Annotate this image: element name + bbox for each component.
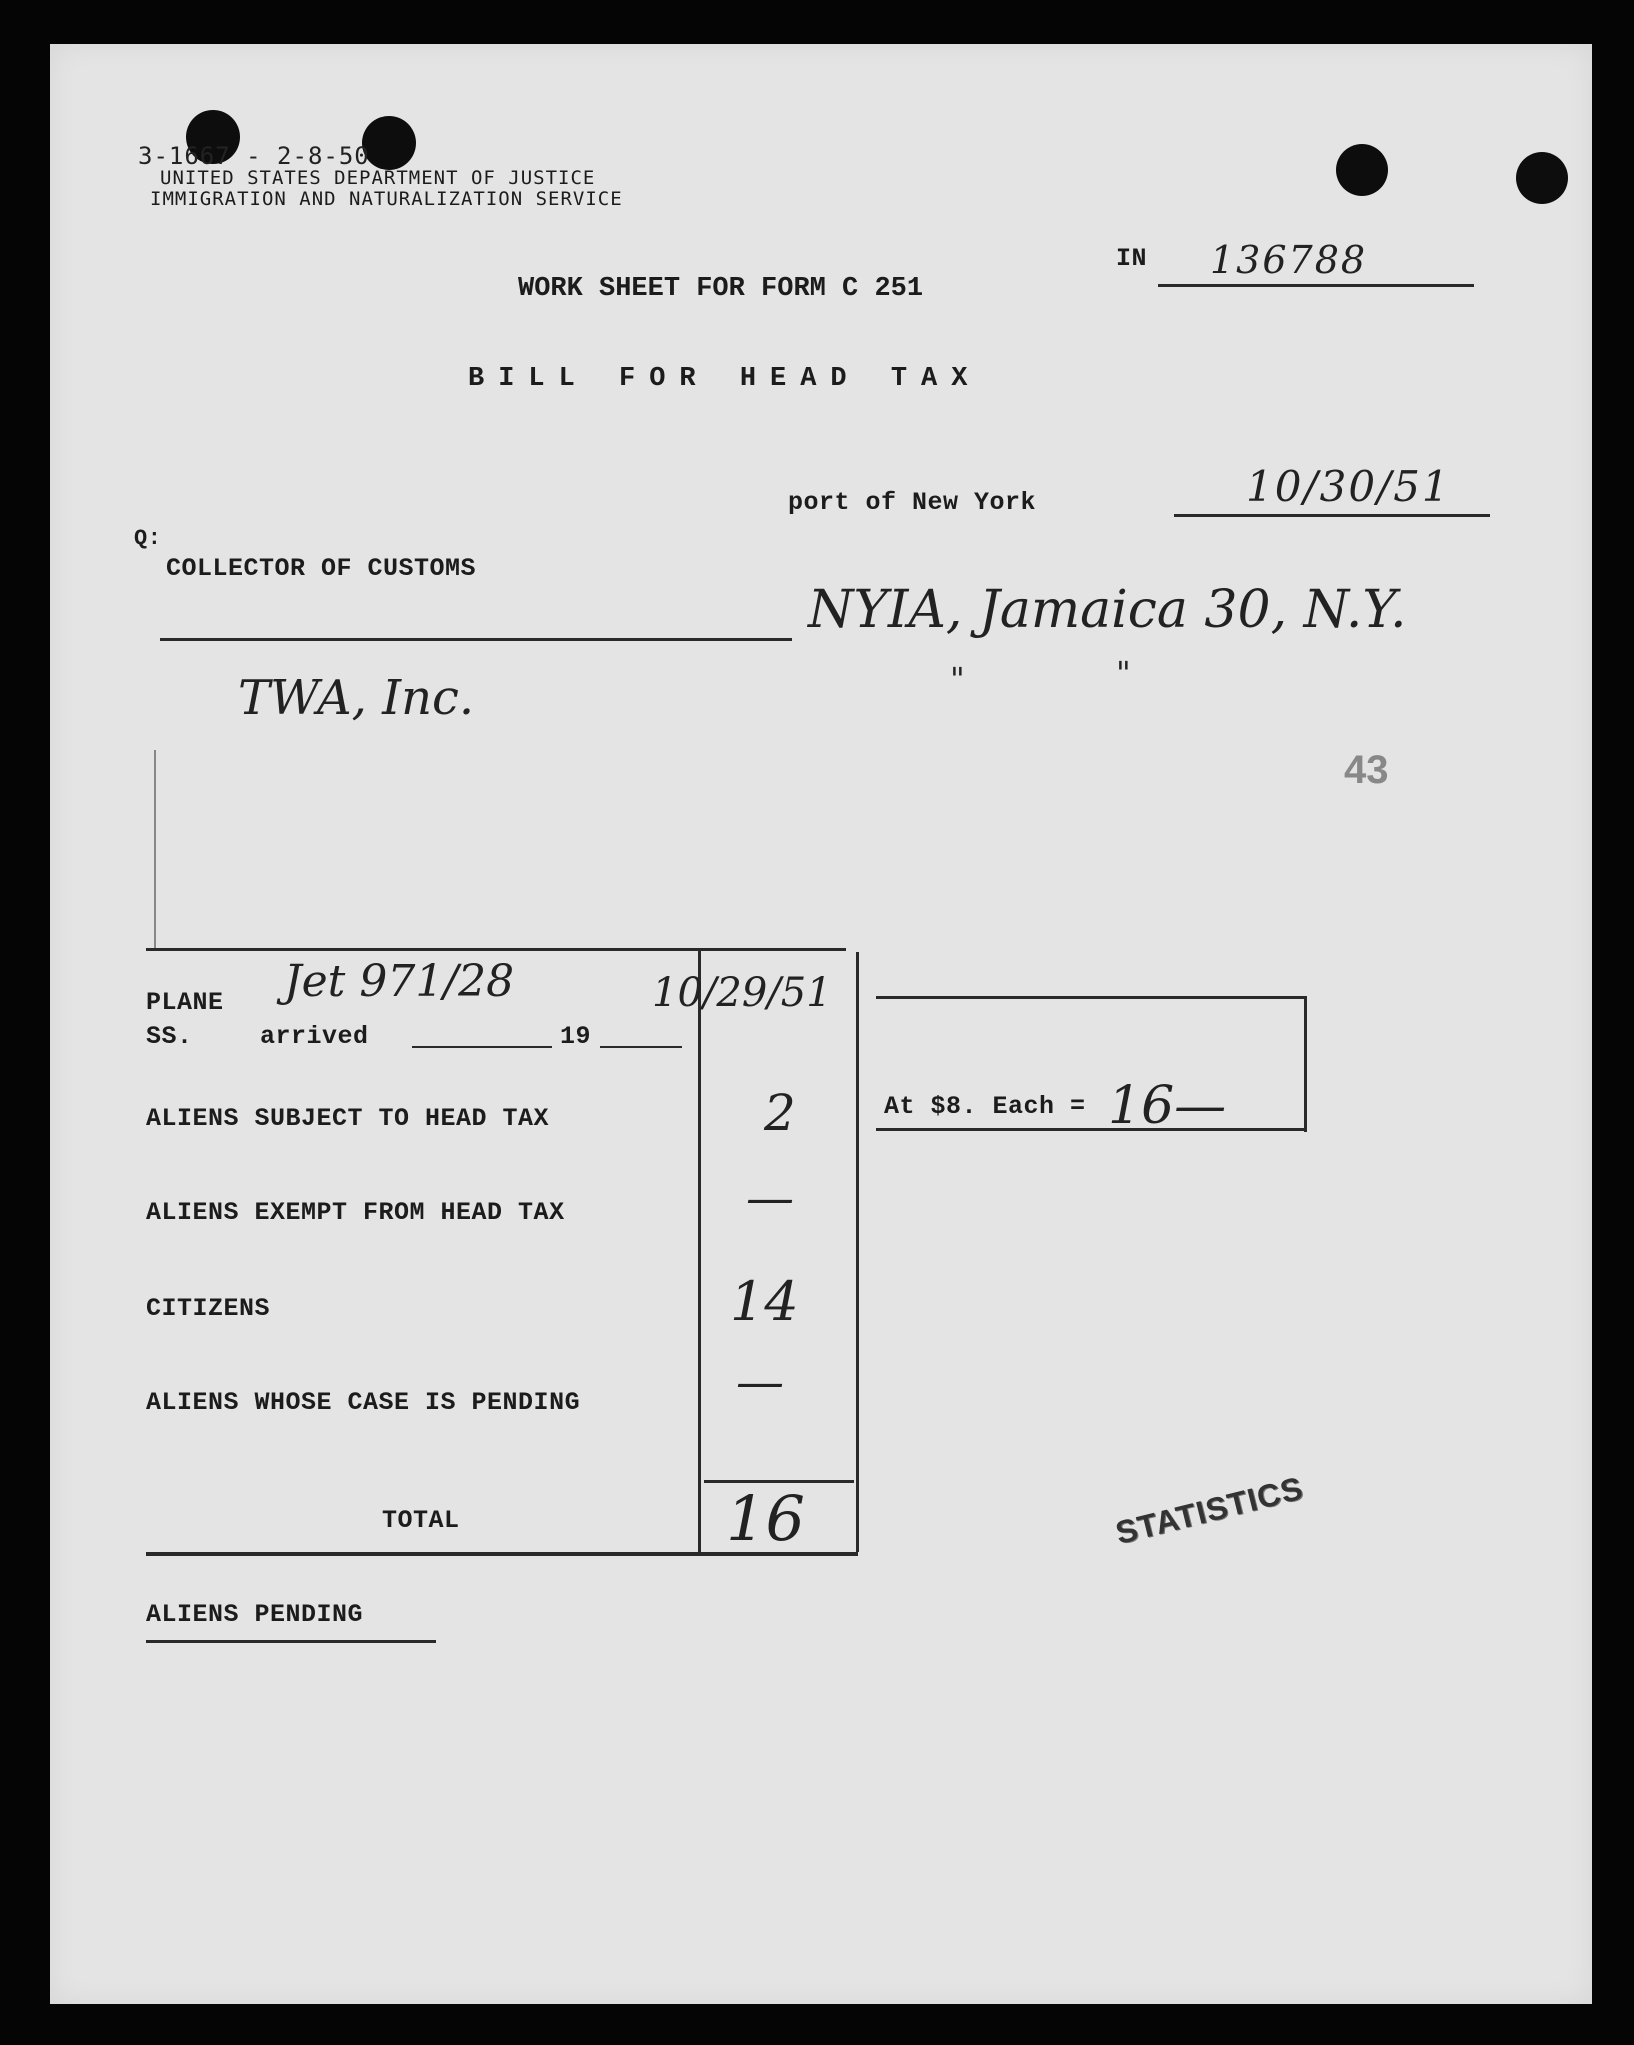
aliens-pending-underline xyxy=(146,1640,436,1643)
margin-rule xyxy=(154,750,156,950)
arrived-blank xyxy=(412,1046,552,1048)
ditto-mark: " xyxy=(950,660,965,698)
total-value: 16 xyxy=(726,1482,805,1555)
row-label-exempt: ALIENS EXEMPT FROM HEAD TAX xyxy=(146,1198,565,1227)
rate-box-top xyxy=(876,996,1306,999)
ditto-mark: " xyxy=(1116,654,1131,692)
flight-handwritten: Jet 971/28 xyxy=(284,956,515,1007)
table-top-border xyxy=(146,948,846,951)
rate-label: At $8. Each = xyxy=(884,1092,1086,1121)
rate-box-right xyxy=(1304,996,1307,1132)
year-prefix: 19 xyxy=(560,1022,592,1051)
to-marker: Q: xyxy=(134,526,162,551)
collector-underline xyxy=(160,638,792,641)
statistics-stamp: STATISTICS xyxy=(1112,1469,1307,1551)
plane-label: PLANE xyxy=(146,988,224,1017)
year-blank xyxy=(600,1046,682,1048)
row-value-subject: 2 xyxy=(764,1084,796,1142)
row-value-exempt: — xyxy=(746,1170,794,1226)
in-number: 136788 xyxy=(1210,238,1368,282)
in-number-underline xyxy=(1158,284,1474,287)
row-value-citizens: 14 xyxy=(730,1270,799,1333)
carrier-handwritten: TWA, Inc. xyxy=(238,670,475,726)
stamp-number: 43 xyxy=(1344,748,1389,792)
arrived-label: arrived xyxy=(260,1022,369,1051)
row-label-citizens: CITIZENS xyxy=(146,1294,271,1323)
punch-hole xyxy=(1516,152,1568,204)
date-value: 10/30/51 xyxy=(1246,462,1451,511)
work-sheet-title: WORK SHEET FOR FORM C 251 xyxy=(518,274,924,304)
punch-hole xyxy=(362,116,416,170)
row-label-pending: ALIENS WHOSE CASE IS PENDING xyxy=(146,1388,581,1417)
in-label: IN xyxy=(1116,244,1148,273)
rate-box-bottom xyxy=(876,1128,1306,1131)
row-label-subject: ALIENS SUBJECT TO HEAD TAX xyxy=(146,1104,550,1133)
port-label: port of New York xyxy=(788,488,1037,517)
rate-amount: 16— xyxy=(1108,1076,1227,1136)
form-reference: 3-1667 - 2-8-50 xyxy=(138,142,370,170)
punch-hole xyxy=(1336,144,1388,196)
aliens-pending-label: ALIENS PENDING xyxy=(146,1600,364,1629)
arrival-date-handwritten: 10/29/51 xyxy=(652,970,832,1016)
bill-title: BILL FOR HEAD TAX xyxy=(468,364,982,394)
location-handwritten: NYIA, Jamaica 30, N.Y. xyxy=(808,580,1407,640)
collector-label: COLLECTOR OF CUSTOMS xyxy=(166,554,477,583)
total-label: TOTAL xyxy=(382,1506,460,1535)
date-underline xyxy=(1174,514,1490,517)
department-name: UNITED STATES DEPARTMENT OF JUSTICE xyxy=(160,167,596,189)
service-name: IMMIGRATION AND NATURALIZATION SERVICE xyxy=(150,188,623,210)
table-right-border xyxy=(856,952,859,1552)
table-divider xyxy=(698,948,701,1552)
row-value-pending: — xyxy=(736,1354,784,1410)
ss-label: SS. xyxy=(146,1022,193,1051)
